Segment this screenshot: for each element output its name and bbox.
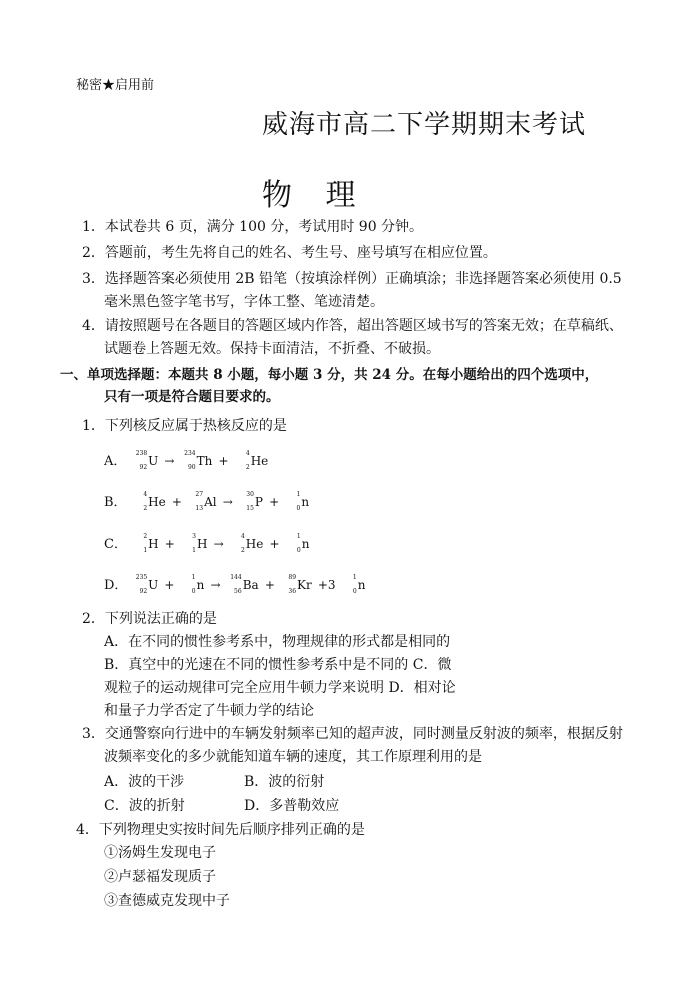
nuclide: 1 0 n xyxy=(352,574,366,595)
arrow: → xyxy=(213,537,224,551)
q4-item-3: ③查德威克发现中子 xyxy=(104,893,230,909)
notice-3-cont: 毫米黑色签字笔书写，字体工整、笔迹清楚。 xyxy=(104,294,384,310)
section-1-heading-cont: 只有一项是符合题目要求的。 xyxy=(104,389,280,405)
q3-option-c: C．波的折射 xyxy=(104,798,185,814)
q1-option-d xyxy=(104,574,365,595)
arrow: → xyxy=(222,495,233,509)
question-4-stem: 4．下列物理史实按时间先后顺序排列正确的是 xyxy=(76,822,365,838)
plus: + xyxy=(269,495,280,509)
q1-option-a xyxy=(104,450,268,471)
notice-4: 4．请按照题号在各题目的答题区域内作答，超出答题区域书写的答案无效；在草稿纸、 xyxy=(82,318,623,334)
nuclide: 4 2 He xyxy=(143,491,166,512)
nuclide: 235 92 U xyxy=(135,574,159,595)
notice-2: 2．答题前，考生先将自己的姓名、考生号、座号填写在相应位置。 xyxy=(82,245,497,261)
q1-option-b xyxy=(104,491,309,512)
plus-coefficient: +3 xyxy=(317,578,336,592)
q1-option-c xyxy=(104,533,309,554)
arrow: → xyxy=(164,454,175,468)
q2-line-3: 观粒子的运动规律可完全应用牛顿力学来说明 D．相对论 xyxy=(104,680,456,696)
q2-line-4: 和量子力学否定了牛顿力学的结论 xyxy=(104,703,314,719)
nuclide: 4 2 He xyxy=(240,533,264,554)
nuclide: 3 1 H xyxy=(192,533,208,554)
option-label: B． xyxy=(104,495,127,510)
question-3-stem: 3．交通警察向行进中的车辆发射频率已知的超声波，同时测量反射波的频率，根据反射 xyxy=(82,726,623,742)
plus: + xyxy=(269,537,280,551)
nuclide: 1 0 n xyxy=(191,574,205,595)
nuclide: 27 13 Al xyxy=(195,491,217,512)
nuclide: 4 2 He xyxy=(245,450,269,471)
nuclide: 1 0 n xyxy=(296,533,310,554)
nuclide: 144 56 Ba xyxy=(230,574,259,595)
q3-option-a: A．波的干涉 xyxy=(104,774,185,790)
question-3-stem-cont: 波频率变化的多少就能知道车辆的速度，其工作原理利用的是 xyxy=(104,749,482,765)
arrow: → xyxy=(210,578,221,592)
subject-title: 物 理 xyxy=(262,178,368,213)
notice-4-cont: 试题卷上答题无效。保持卡面清洁，不折叠、不破损。 xyxy=(104,341,440,357)
nuclide: 234 90 Th xyxy=(184,450,213,471)
q3-option-d: D．多普勒效应 xyxy=(244,798,340,814)
q3-option-b: B．波的衍射 xyxy=(244,774,325,790)
question-1-stem: 1．下列核反应属于热核反应的是 xyxy=(82,418,287,434)
plus: + xyxy=(164,537,175,551)
nuclide: 89 36 Kr xyxy=(288,574,312,595)
option-label: D． xyxy=(104,578,128,593)
option-label: A． xyxy=(104,454,127,469)
q2-line-1: A．在不同的惯性参考系中，物理规律的形式都是相同的 xyxy=(104,634,451,650)
q4-item-1: ①汤姆生发现电子 xyxy=(104,845,216,861)
nuclide: 30 15 P xyxy=(246,491,263,512)
section-1-heading: 一、单项选择题：本题共 8 小题，每小题 3 分，共 24 分。在每小题给出的四个选项中， xyxy=(60,367,599,383)
plus: + xyxy=(218,454,229,468)
q4-item-2: ②卢瑟福发现质子 xyxy=(104,869,216,885)
nuclide: 1 0 n xyxy=(296,491,310,512)
nuclide: 238 92 U xyxy=(135,450,159,471)
notice-3: 3．选择题答案必须使用 2B 铅笔（按填涂样例）正确填涂；非选择题答案必须使用 0.5 xyxy=(82,271,622,287)
plus: + xyxy=(164,578,175,592)
plus: + xyxy=(264,578,275,592)
confidential-mark: 秘密★启用前 xyxy=(76,78,155,93)
notice-1: 1．本试卷共 6 页，满分 100 分，考试用时 90 分钟。 xyxy=(82,219,424,235)
option-label: C． xyxy=(104,537,127,552)
nuclide: 2 1 H xyxy=(143,533,159,554)
plus: + xyxy=(171,495,182,509)
q2-line-2: B．真空中的光速在不同的惯性参考系中是不同的 C．微 xyxy=(104,657,452,673)
question-2-stem: 2．下列说法正确的是 xyxy=(82,611,217,627)
exam-title: 威海市高二下学期期末考试 xyxy=(262,110,587,140)
